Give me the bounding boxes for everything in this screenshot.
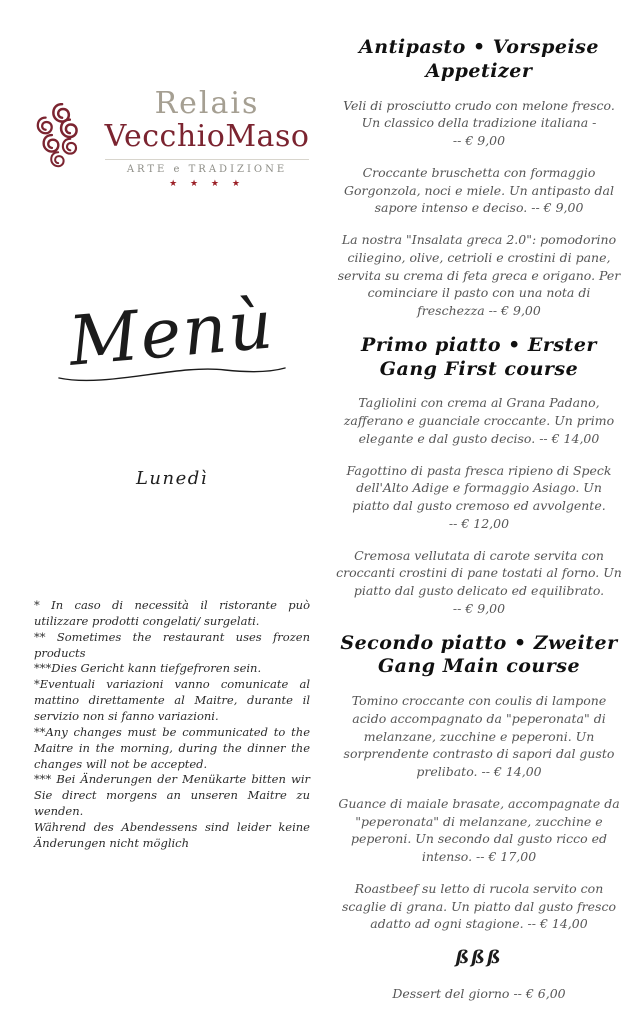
dish-text: Fagottino di pasta fresca ripieno di Speck dell'Alto Adige e formaggio Asiago. Un piatto dal gusto cremoso ed avvolgente.: [346, 462, 612, 513]
dish-price: -- € 9,00: [452, 600, 506, 616]
note-line: ***Dies Gericht kann tiefgefroren sein.: [34, 661, 262, 676]
section-title-antipasto: Antipasto • Vorspeise Appetizer: [359, 36, 599, 82]
brand-stars: ★ ★ ★ ★: [169, 178, 245, 189]
dish-text: Tagliolini con crema al Grana Padano, zafferano e guanciale croccante. Un primo elegante e dal gusto deciso.: [343, 395, 615, 446]
dish-text: Guance di maiale brasate, accompagnate da "peperonata" di melanzane, zucchine e peperoni. Un secondo dal gusto ricco ed intenso.: [338, 795, 620, 864]
dessert-line: [332, 986, 626, 1001]
left-column: [28, 0, 316, 905]
menu-sections-column: [332, 36, 626, 1014]
dish-text: Tomino croccante con coulis di lampone acido accompagnato da "peperonata" di melanzane, zucchine e peperoni. Un sorprendente contrasto di sapori dal gusto prelibato.: [343, 693, 615, 779]
dish-text: Croccante bruschetta con formaggio Gorgonzola, noci e miele. Un antipasto dal sapore intenso e deciso.: [343, 164, 614, 216]
note-line: ** Sometimes the restaurant uses frozen products: [34, 629, 310, 660]
dish-item: [336, 462, 622, 533]
dish-item: [336, 547, 622, 618]
dish-text: Cremosa vellutata di carote servita con croccanti crostini di pane tostati al forno. Un piatto dal gusto delicato ed equilibrato.: [336, 547, 622, 598]
dish-item: [336, 164, 622, 217]
brand-tagline: ARTE e TRADIZIONE: [105, 159, 310, 175]
note-line: Während des Abendessens sind leider keine Änderungen nicht möglich: [34, 820, 310, 850]
note-line: *** Bei Änderungen der Menükarte bitten wir Sie direct morgens an unseren Maitre zu wenden.: [34, 772, 310, 819]
dish-price: -- € 14,00: [539, 430, 600, 446]
day-label: Lunedì: [135, 468, 209, 489]
section-title-secondo: Secondo piatto • Zweiter Gang Main course: [340, 631, 618, 678]
dessert-price: -- € 6,00: [513, 986, 566, 1001]
dish-item: [336, 97, 622, 150]
dish-price: -- € 14,00: [481, 764, 542, 779]
note-line: * In caso di necessità il ristorante può utilizzare prodotti congelati/ surgelati.: [34, 598, 310, 628]
dish-item: [336, 795, 622, 866]
disclaimer-notes: [34, 598, 310, 852]
section-title-primo: Primo piatto • Erster Gang First course: [361, 333, 597, 380]
brand-swirl-icon: [35, 103, 93, 173]
dessert-text: Dessert del giorno: [392, 986, 510, 1001]
decorative-flourish: ßßß: [455, 947, 503, 968]
dish-text: La nostra "Insalata greca 2.0": pomodorino ciliegino, olive, cetrioli e crostini di pane, servita su crema di feta greca e origano. Per cominciare il pasto con una nota di freschezza: [337, 232, 621, 318]
note-line: **Any changes must be communicated to the Maitre in the morning, during the dinner the changes will not be accepted.: [34, 724, 310, 771]
dish-text: Veli di prosciutto crudo con melone fresco. Un classico della tradizione italiana -: [343, 97, 615, 131]
menu-title-block: [28, 285, 316, 388]
dish-price: -- € 14,00: [527, 916, 588, 932]
dish-item: [336, 692, 622, 781]
brand-name-top: Relais: [154, 86, 260, 121]
dish-price: -- € 17,00: [476, 849, 537, 864]
dish-price: -- € 9,00: [531, 200, 584, 216]
dish-item: [336, 231, 622, 320]
dish-item: [336, 880, 622, 933]
dish-text: Roastbeef su letto di rucola servito con scaglie di grana. Un piatto dal gusto fresco adatto ad ogni stagione.: [342, 880, 616, 932]
menu-title: Menù: [66, 285, 278, 382]
brand-block: [28, 88, 316, 189]
note-line: *Eventuali variazioni vanno comunicate al mattino direttamente al Maitre, durante il servizio non si fanno variazioni.: [34, 677, 310, 724]
dish-price: -- € 9,00: [488, 303, 541, 318]
dish-price: -- € 9,00: [452, 133, 506, 148]
brand-name-main: VecchioMaso: [104, 118, 310, 154]
brand-text: [105, 88, 310, 189]
dish-price: -- € 12,00: [448, 515, 510, 531]
dish-item: [336, 394, 622, 447]
